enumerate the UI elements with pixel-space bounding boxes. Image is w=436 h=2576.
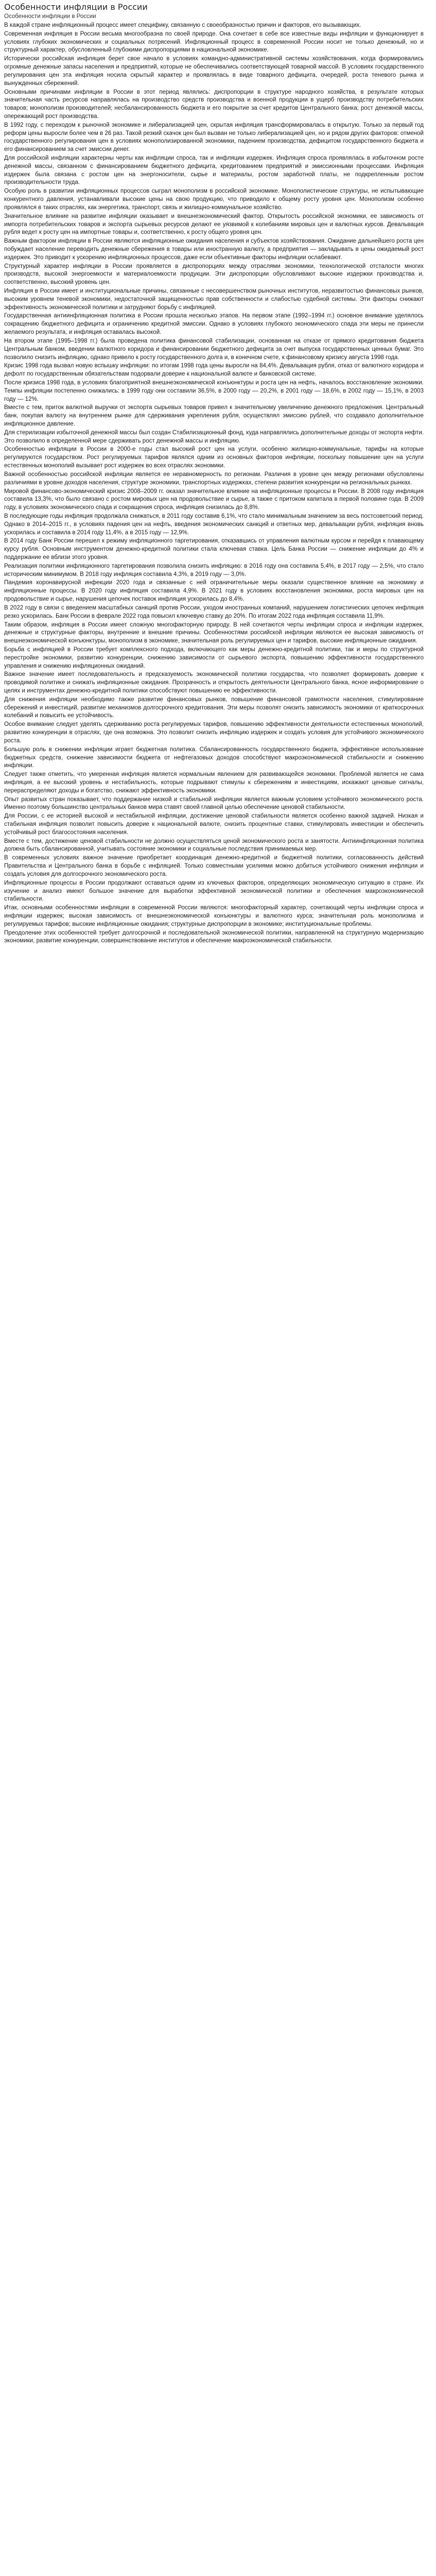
article-paragraph: Опыт развитых стран показывает, что поддержание низкой и стабильной инфляции является важным условием устойчивого экономического роста. Именно поэтому большинство центральных банков мира ставят своей главной целью обеспечение ценовой стабильности. xyxy=(4,796,424,811)
article-paragraph: Следует также отметить, что умеренная инфляция является нормальным явлением для развивающейся экономики. Проблемой является не сама инфляция, а ее высокий уровень и нестабильность, которые подрывают стимулы к сбережениям и инвестициям, искажают ценовые сигналы, перераспределяют доходы и богатство, снижают эффективность экономики. xyxy=(4,771,424,794)
article-paragraph: В каждой стране инфляционный процесс имеет специфику, связанную с своеобразностью причин и факторов, его вызывающих. xyxy=(4,22,361,28)
article-paragraph: Итак, основными особенностями инфляции в современной России являются: многофакторный характер, сочетающий черты инфляции спроса и инфляции издержек; высокая зависимость от внешнеэкономической конъюнктуры и валютного курса; значительная роль монополизма и регулируемых тарифов; высокие инфляционные ожидания; структурные диспропорции в экономике; институциональные проблемы. xyxy=(4,905,424,927)
article-paragraph: Для России, с ее историей высокой и нестабильной инфляции, достижение ценовой стабильности является особенно важной задачей. Низкая и стабильная инфляция позволит повысить доверие к национальной валюте, снизить процентные ставки, стимулировать инвестиции и обеспечить устойчивый рост благосостояния населения. xyxy=(4,813,424,836)
article-paragraph: Вместе с тем, приток валютной выручки от экспорта сырьевых товаров привел к значительному увеличению денежного предложения. Центральный банк, покупая валюту на внутреннем рынке для сдерживания укрепления рубля, осуществлял эмиссию рублей, что создавало дополнительное инфляционное давление. xyxy=(4,404,424,427)
article-paragraph: Вместе с тем, достижение ценовой стабильности не должно осуществляться ценой экономического роста и занятости. Антиинфляционная политика должна быть сбалансированной, учитывать состояние экономики и социальные последствия принимаемых мер. xyxy=(4,838,424,853)
article-paragraph: Важной особенностью российской инфляции является ее неравномерность по регионам. Различия в уровне цен между регионами обусловлены различиями в уровне доходов населения, структуре экономики, транспортных издержках, степени развития конкуренции на региональных рынках. xyxy=(4,471,424,486)
article-body xyxy=(4,22,424,945)
article-paragraph: Инфляция в России имеет и институциональные причины, связанные с несовершенством рыночных институтов, неразвитостью финансовых рынков, высоким уровнем теневой экономики, недостаточной защищенностью прав собственности и слабостью судебной системы. Эти факторы снижают эффективность экономической политики и затрудняют борьбу с инфляцией. xyxy=(4,288,424,311)
article-paragraph: Исторически российская инфляция берет свое начало в условиях командно-административной системы хозяйствования, когда формировались огромные денежные запасы населения и предприятий, которые не обеспечивались соответствующей товарной массой. В условиях государственного регулирования цен эта инфляция носила скрытый характер и проявлялась в виде товарного дефицита, очередей, роста теневого рынка и вынужденных сбережений. xyxy=(4,56,424,87)
article-paragraph: Значительное влияние на развитие инфляции оказывает и внешнеэкономический фактор. Открытость российской экономики, ее зависимость от импорта потребительских товаров и экспорта сырьевых ресурсов делают ее уязвимой к колебаниям мировых цен и валютных курсов. Девальвация рубля ведет к росту цен на импортные товары и, соответственно, к росту общего уровня цен. xyxy=(4,213,424,236)
article-paragraph: В 2022 году в связи с введением масштабных санкций против России, уходом иностранных компаний, нарушением логистических цепочек инфляция резко ускорилась. Банк России в феврале 2022 года повысил ключевую ставку до 20%. По итогам 2022 года инфляция составила 11,9%. xyxy=(4,604,424,619)
article-paragraph: Таким образом, инфляция в России имеет сложную многофакторную природу. В ней сочетаются черты инфляции спроса и инфляции издержек, денежные и структурные факторы, внутренние и внешние причины. Особенностями российской инфляции являются ее высокая зависимость от внешнеэкономической конъюнктуры, монополизм в экономике, значительная роль регулируемых цен и тарифов, высокие инфляционные ожидания. xyxy=(4,621,424,645)
article-paragraph: Преодоление этих особенностей требует долгосрочной и последовательной экономической политики, направленной на структурную модернизацию экономики, развитие конкуренции, совершенствование институтов и обеспечение макроэкономической стабильности. xyxy=(4,929,424,944)
article-paragraph: Структурный характер инфляции в России проявляется в диспропорциях между отраслями экономики, технологической отсталости многих производств, высокой энергоемкости и материалоемкости продукции. Эти диспропорции обусловливают высокие издержки производства и, соответственно, высокий уровень цен. xyxy=(4,263,424,286)
article-paragraph: Для снижения инфляции необходимо также развитие финансовых рынков, повышение финансовой грамотности населения, стимулирование сбережений и инвестиций, развитие механизмов долгосрочного кредитования. Эти меры позволят снизить зависимость экономики от краткосрочных колебаний и повысить ее устойчивость. xyxy=(4,696,424,719)
article-paragraph: Для стерилизации избыточной денежной массы был создан Стабилизационный фонд, куда направлялись дополнительные доходы от экспорта нефти. Это позволило в определенной мере сдерживать рост денежной массы и инфляцию. xyxy=(4,429,424,444)
article-title: Особенности инфляции в России xyxy=(4,2,148,12)
article-paragraph: Кризис 1998 года вызвал новую вспышку инфляции: по итогам 1998 года цены выросли на 84,4%. Девальвация рубля, отказ от валютного коридора и дефолт по государственным обязательствам подорвали доверие к национальной валюте и банковской системе. xyxy=(4,363,424,378)
article-paragraph: Государственная антиинфляционная политика в России прошла несколько этапов. На первом этапе (1992–1994 гг.) основное внимание уделялось сокращению бюджетного дефицита и ограничению кредитной эмиссии. Однако в условиях глубокого экономического спада эти меры не принесли желаемого результата, и инфляция оставалась высокой. xyxy=(4,313,424,336)
article-paragraph: Инфляционные процессы в России продолжают оставаться одним из ключевых факторов, определяющих экономическую ситуацию в стране. Их изучение и анализ имеют большое значение для выработки эффективной экономической политики и обеспечения макроэкономической стабильности. xyxy=(4,879,424,903)
article-paragraph: В современных условиях важное значение приобретает координация денежно-кредитной и бюджетной политики, согласованность действий Правительства и Центрального банка в борьбе с инфляцией. Только совместными усилиями можно добиться устойчивого снижения инфляции и создать условия для долгосрочного экономического роста. xyxy=(4,855,424,877)
article-paragraph: Важное значение имеет последовательность и предсказуемость экономической политики государства, что позволяет формировать доверие к проводимой политике и снижать инфляционные ожидания. Прозрачность и открытость деятельности Центрального банка, ясное информирование о целях и инструментах денежно-кредитной политики способствуют повышению ее эффективности. xyxy=(4,671,424,694)
article-paragraph: В последующие годы инфляция продолжала снижаться, в 2011 году составив 6,1%, что стало минимальным значением за весь постсоветский период. Однако в 2014–2015 гг., в условиях падения цен на нефть, введения экономических санкций и ответных мер, девальвации рубля, инфляция вновь ускорилась и составила в 2014 году 11,4%, а в 2015 году — 12,9%. xyxy=(4,513,424,536)
article-subtitle: Особенности инфляции в России xyxy=(4,13,96,20)
article-paragraph: Борьба с инфляцией в России требует комплексного подхода, включающего как меры денежно-кредитной политики, так и меры по структурной перестройке экономики, развитию конкуренции, снижению зависимости от сырьевого экспорта, повышению эффективности государственного управления и снижению инфляционных ожиданий. xyxy=(4,646,424,669)
article-paragraph: Современная инфляция в России весьма многообразна по своей природе. Она сочетает в себе все известные виды инфляции и функционирует в условиях глубоких экономических и социальных потрясений. Инфляционный процесс в современной России носит не только денежный, но и структурный характер, обусловленный глубокими диспропорциями в национальной экономике. xyxy=(4,30,424,54)
article-paragraph: Мировой финансово-экономический кризис 2008–2009 гг. оказал значительное влияние на инфляционные процессы в России. В 2008 году инфляция составила 13,3%, что было связано с ростом мировых цен на продовольствие и сырье, а также с притоком капитала в первой половине года. В 2009 году, в условиях экономического спада и сокращения спроса, инфляция снизилась до 8,8%. xyxy=(4,488,424,511)
article-paragraph: Важным фактором инфляции в России являются инфляционные ожидания населения и субъектов хозяйствования. Ожидание дальнейшего роста цен побуждает население переводить денежные сбережения в товары или иностранную валюту, а предприятия — закладывать в цены ожидаемый рост издержек. Это приводит к ускорению инфляционных процессов, даже если объективные факторы инфляции ослабевают. xyxy=(4,238,424,261)
article-paragraph: В 1992 году, с переходом к рыночной экономике и либерализацией цен, скрытая инфляция трансформировалась в открытую. Только за первый год реформ цены выросли более чем в 26 раз. Такой резкий скачок цен был вызван не только либерализацией цен, но и рядом других факторов: отменой государственного регулирования цен в условиях монополизированной экономики, падением производства, дефицитом государственного бюджета и его финансированием за счет эмиссии денег. xyxy=(4,122,424,153)
article-paragraph: Для российской инфляции характерны черты как инфляции спроса, так и инфляции издержек. Инфляция спроса проявлялась в избыточном росте денежной массы, связанном с финансированием бюджетного дефицита, кредитованием предприятий и эмиссионными процессами. Инфляция издержек была связана с ростом цен на энергоносители, сырье и материалы, ростом заработной платы, не подкрепленным ростом производительности труда. xyxy=(4,155,424,186)
article-paragraph: После кризиса 1998 года, в условиях благоприятной внешнеэкономической конъюнктуры и роста цен на нефть, началось восстановление экономики. Темпы инфляции постепенно снижались: в 1999 году они составили 36,5%, в 2000 году — 20,2%, в 2001 году — 18,6%, в 2002 году — 15,1%, в 2003 году — 12%. xyxy=(4,379,424,402)
article-paragraph: Большую роль в снижении инфляции играет бюджетная политика. Сбалансированность государственного бюджета, эффективное использование бюджетных средств, снижение зависимости бюджета от нефтегазовых доходов способствуют макроэкономической стабильности и снижению инфляции. xyxy=(4,746,424,769)
article-paragraph: Особое внимание следует уделять сдерживанию роста регулируемых тарифов, повышению эффективности деятельности естественных монополий, развитию конкуренции в отраслях, где она возможна. Это позволит снизить инфляцию издержек и создать условия для устойчивого экономического роста. xyxy=(4,721,424,744)
article-paragraph: Пандемия коронавирусной инфекции 2020 года и связанные с ней ограничительные меры оказали существенное влияние на экономику и инфляционные процессы. В 2020 году инфляция составила 4,9%. В 2021 году в условиях восстановления экономики, роста мировых цен на продовольствие и сырье, нарушения цепочек поставок инфляция ускорилась до 8,4%. xyxy=(4,580,424,603)
article-paragraph: На втором этапе (1995–1998 гг.) была проведена политика финансовой стабилизации, основанная на отказе от прямого кредитования бюджета Центральным банком, введении валютного коридора и финансировании бюджетного дефицита за счет выпуска государственных ценных бумаг. Это позволило снизить инфляцию, однако привело к росту государственного долга и, в конечном счете, к финансовому кризису августа 1998 года. xyxy=(4,337,424,361)
article-paragraph: В 2014 году Банк России перешел к режиму инфляционного таргетирования, отказавшись от управления валютным курсом и перейдя к плавающему курсу рубля. Основным инструментом денежно-кредитной политики стала ключевая ставка. Цель Банка России — снижение инфляции до 4% и поддержание ее вблизи этого уровня. xyxy=(4,538,424,561)
article-paragraph: Основными причинами инфляции в России в этот период являлись: диспропорции в структуре народного хозяйства, в результате которых значительная часть ресурсов направлялась на производство средств производства и военной продукции в ущерб производству потребительских товаров; монополизм производителей; несбалансированность бюджета и его покрытие за счет кредитов Центрального банка; рост денежной массы, опережающий рост производства. xyxy=(4,89,424,120)
article-paragraph: Особую роль в развитии инфляционных процессов сыграл монополизм в российской экономике. Монополистические структуры, не испытывающие конкурентного давления, устанавливали высокие цены на свою продукцию, что приводило к общему росту уровня цен. Монополизм особенно проявлялся в таких отраслях, как энергетика, транспорт, связь и жилищно-коммунальное хозяйство. xyxy=(4,188,424,211)
article-paragraph: Особенностью инфляции в России в 2000-е годы стал высокий рост цен на услуги, особенно жилищно-коммунальные, тарифы на которые регулируются государством. Рост регулируемых тарифов являлся одним из основных факторов инфляции, поскольку повышение цен на услуги естественных монополий вызывает рост издержек во всех отраслях экономики. xyxy=(4,446,424,469)
article-paragraph: Реализация политики инфляционного таргетирования позволила снизить инфляцию: в 2016 году она составила 5,4%, в 2017 году — 2,5%, что стало историческим минимумом. В 2018 году инфляция составила 4,3%, в 2019 году — 3,0%. xyxy=(4,563,424,578)
article xyxy=(0,0,428,949)
